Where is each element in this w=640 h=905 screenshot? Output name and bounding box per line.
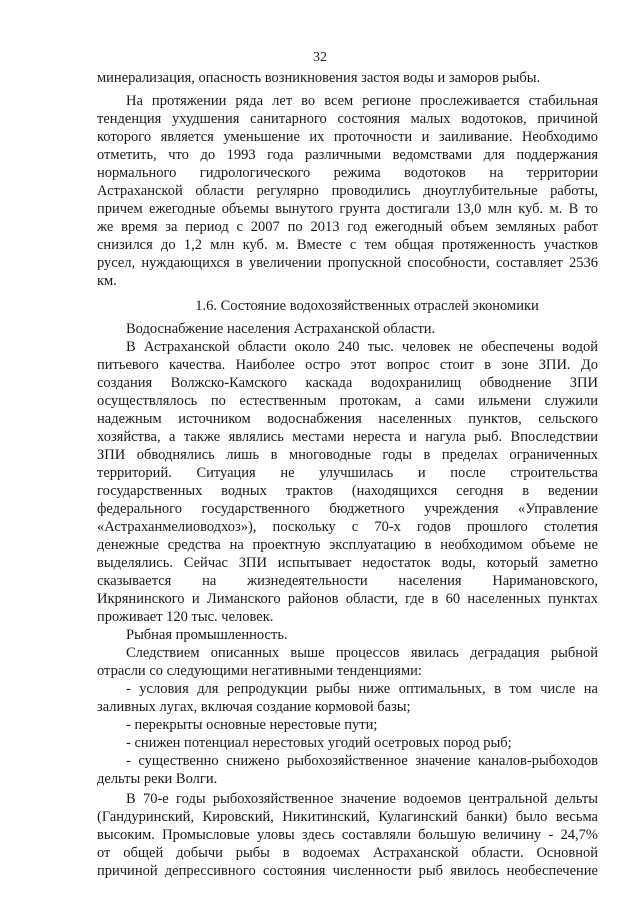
text-line: от общей добычи рыбы в водоемах Астраханской области. Основной [97, 845, 598, 861]
text-line: Водоснабжение населения Астраханской области. [126, 321, 436, 337]
text-line: осуществлялось по естественным протокам, а сами ильмени служили [97, 393, 598, 409]
text-line: В Астраханской области около 240 тыс. человек не обеспечены водой [126, 339, 598, 355]
text-line: «Астраханмелиоводхоз»), поскольку с 70-х годов прошлого столетия [97, 519, 598, 535]
text-line: ЗПИ обводнялись лишь в многоводные годы в пределах ограниченных [97, 447, 598, 463]
text-line: сказывается на жизнедеятельности населения Наримановского, [97, 573, 598, 589]
text-line: питьевого качества. Наиболее остро этот вопрос стоит в зоне ЗПИ. До [97, 357, 598, 373]
text-line: создания Волжско-Камского каскада водохранилищ обводнение ЗПИ [97, 375, 598, 391]
text-line: снизился до 1,2 млн куб. м. Вместе с тем общая протяженность участков [97, 237, 598, 253]
text-line: которого является уменьшение их проточности и заиливание. Необходимо [97, 129, 598, 145]
text-line: км. [97, 273, 117, 289]
text-line: территорий. Ситуация не улучшилась и после строительства [97, 465, 598, 481]
text-line: хозяйства, а также являлись местами нереста и нагула рыб. Впоследствии [97, 429, 598, 445]
text-line: тенденция ухудшения санитарного состояния малых водотоков, причиной [97, 111, 598, 127]
text-line: причем ежегодные объемы вынутого грунта достигали 13,0 млн куб. м. В то [97, 201, 598, 217]
text-line: Икрянинского и Лиманского районов области, где в 60 населенных пунктах [97, 591, 598, 607]
text-line: высоким. Промысловые уловы здесь составляли большую величину - 24,7% [97, 827, 598, 843]
text-line: отметить, что до 1993 года различными ведомствами для поддержания [97, 147, 598, 163]
text-line: русел, нуждающихся в увеличении пропускной способности, составляет 2536 [97, 255, 598, 271]
text-line: надежным источником водоснабжения населенных пунктов, сельского [97, 411, 598, 427]
text-line: проживает 120 тыс. человек. [97, 609, 274, 625]
page-number: 32 [313, 50, 327, 65]
text-line: причиной депрессивного состояния численности рыб явилось необеспечение [97, 863, 598, 879]
text-line: - снижен потенциал нерестовых угодий осетровых пород рыб; [126, 735, 512, 751]
text-line: (Гандуринский, Кировский, Никитинский, Кулагинский банки) было весьма [97, 809, 598, 825]
text-line: - условия для репродукции рыбы ниже оптимальных, в том числе на [126, 681, 598, 697]
text-line: же время за период с 2007 по 2013 год ежегодный объем земляных работ [97, 219, 598, 235]
text-line: федерального государственного бюджетного учреждения «Управление [97, 501, 598, 517]
text-line: отрасли со следующими негативными тенденциями: [97, 663, 422, 679]
text-line: Астраханской области регулярно проводились дноуглубительные работы, [97, 183, 598, 199]
text-line: - существенно снижено рыбохозяйственное значение каналов-рыбоходов [126, 753, 598, 769]
text-line: государственных водных трактов (находящихся сегодня в ведении [97, 483, 598, 499]
text-line: В 70-е годы рыбохозяйственное значение водоемов центральной дельты [126, 791, 598, 807]
text-line: Рыбная промышленность. [126, 627, 288, 643]
text-line: нормального гидрологического режима водотоков на территории [97, 165, 598, 181]
text-line: На протяжении ряда лет во всем регионе прослеживается стабильная [126, 93, 598, 109]
text-line: денежные средства на проектную эксплуатацию в необходимом объеме не [97, 537, 598, 553]
text-line: минерализация, опасность возникновения застоя воды и заморов рыбы. [97, 70, 541, 86]
text-line: Следствием описанных выше процессов явилась деградация рыбной [126, 645, 598, 661]
text-line: заливных лугах, включая создание кормовой базы; [97, 699, 411, 715]
text-line: - перекрыты основные нерестовые пути; [126, 717, 378, 733]
section-heading: 1.6. Состояние водохозяйственных отраслей экономики [195, 298, 539, 314]
text-line: дельты реки Волги. [97, 771, 218, 787]
text-line: выделялись. Сейчас ЗПИ испытывает недостаток воды, который заметно [97, 555, 598, 571]
